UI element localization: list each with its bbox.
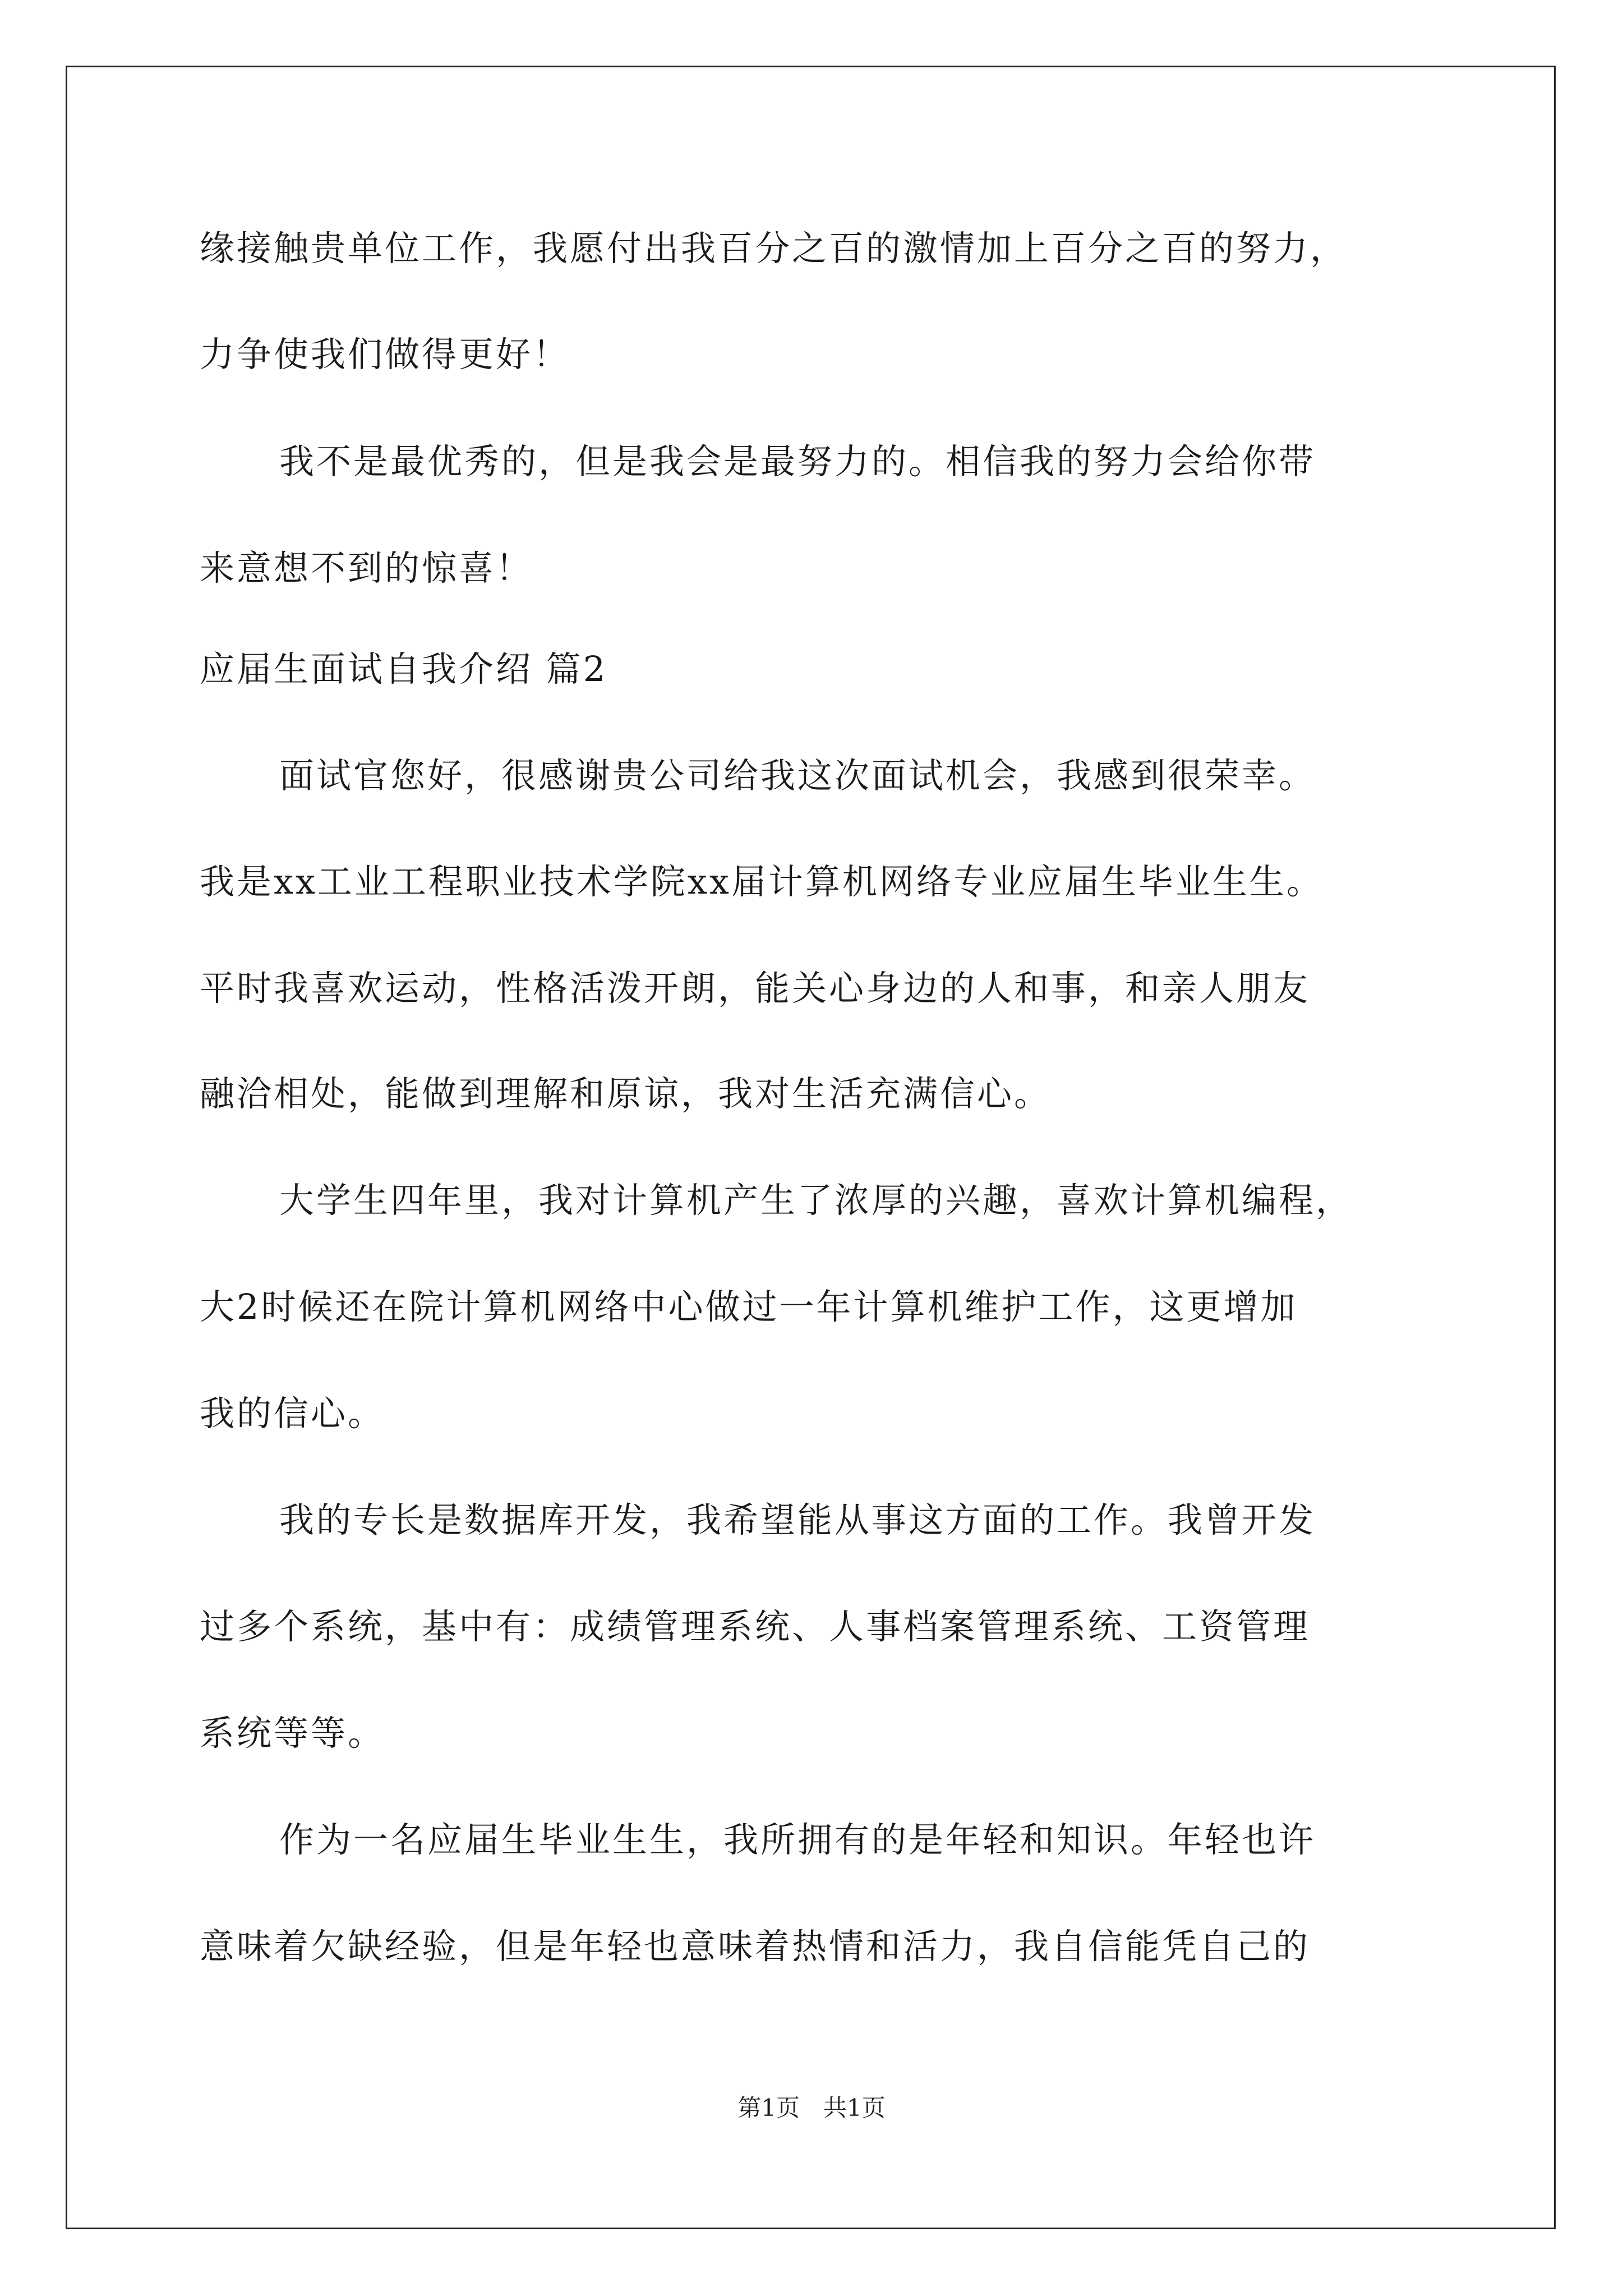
page-border (66, 66, 1556, 2229)
paragraph-first-line: 我不是最优秀的，但是我会是最努力的。相信我的努力会给你带 (279, 441, 1316, 482)
text-line: 平时我喜欢运动，性格活泼开朗，能关心身边的人和事，和亲人朋友 (200, 968, 1311, 1009)
text-line: 融洽相处，能做到理解和原谅，我对生活充满信心。 (200, 1073, 1052, 1114)
text-line: 意味着欠缺经验，但是年轻也意味着热情和活力，我自信能凭自己的 (200, 1926, 1311, 1967)
paragraph-first-line: 作为一名应届生毕业生生，我所拥有的是年轻和知识。年轻也许 (279, 1819, 1316, 1860)
text-line: 我的信心。 (200, 1393, 385, 1434)
page-number-footer: 第1页 共1页 (737, 2094, 886, 2122)
paragraph-first-line: 我的专长是数据库开发，我希望能从事这方面的工作。我曾开发 (279, 1499, 1316, 1540)
text-line: 缘接触贵单位工作，我愿付出我百分之百的激情加上百分之百的努力， (200, 228, 1348, 269)
text-line: 来意想不到的惊喜！ (200, 547, 533, 588)
paragraph-first-line: 大学生四年里，我对计算机产生了浓厚的兴趣，喜欢计算机编程， (279, 1180, 1353, 1221)
text-line: 大2时候还在院计算机网络中心做过一年计算机维护工作，这更增加 (200, 1286, 1298, 1327)
text-line: 系统等等。 (200, 1713, 385, 1754)
text-line: 过多个系统，基中有：成绩管理系统、人事档案管理系统、工资管理 (200, 1606, 1311, 1647)
section-heading: 应届生面试自我介绍 篇2 (200, 648, 608, 689)
text-line: 我是xx工业工程职业技术学院xx届计算机网络专业应届生毕业生生。 (200, 861, 1324, 902)
text-line: 力争使我们做得更好！ (200, 334, 570, 375)
paragraph-first-line: 面试官您好，很感谢贵公司给我这次面试机会，我感到很荣幸。 (279, 755, 1316, 796)
